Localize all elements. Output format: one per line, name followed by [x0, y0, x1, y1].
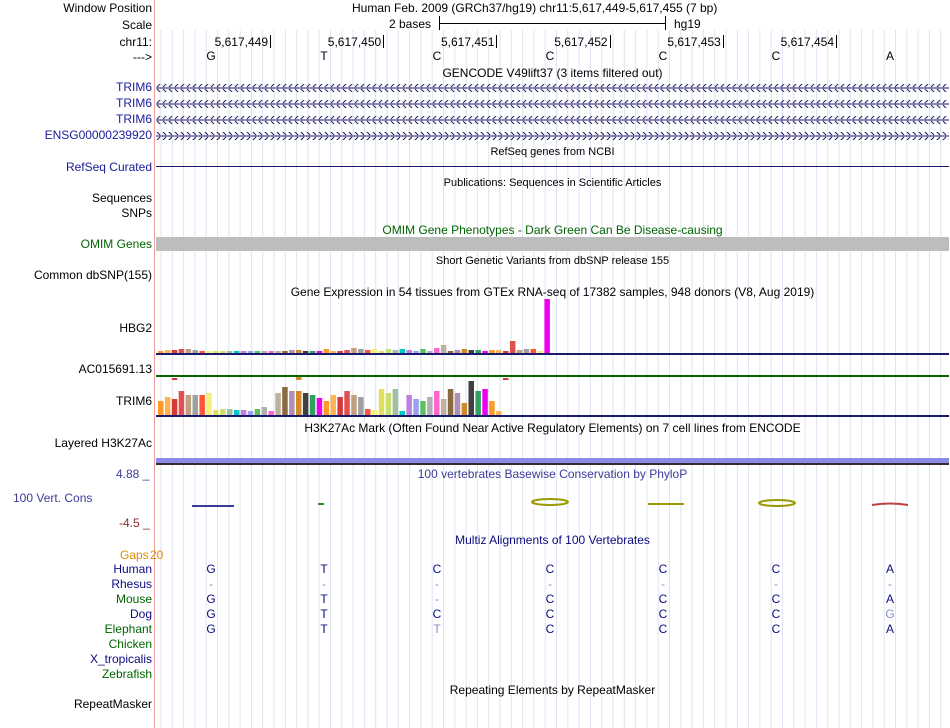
- cons-min-label: -4.5 _: [119, 516, 150, 530]
- gtex-baseline-ac015691: [156, 375, 949, 377]
- multiz-aligned-base: C: [771, 607, 781, 621]
- gtex-tissue-bar[interactable]: [434, 391, 440, 415]
- multiz-aligned-base: C: [771, 592, 781, 606]
- omim-title: OMIM Gene Phenotypes - Dark Green Can Be Disease-causing: [382, 223, 723, 237]
- left-margin-line: [154, 0, 155, 728]
- publications-sequences-label: Sequences: [91, 191, 152, 205]
- position-tick: [723, 35, 724, 48]
- gtex-tissue-bar[interactable]: [358, 397, 364, 415]
- publications-snps-label: SNPs: [121, 206, 152, 220]
- scale-bar-tick-left: [439, 16, 440, 30]
- multiz-aligned-base: T: [320, 562, 328, 576]
- gtex-tissue-bar[interactable]: [406, 395, 412, 415]
- reference-base: T: [320, 49, 328, 63]
- multiz-aligned-base: G: [206, 562, 216, 576]
- refseq-label[interactable]: RefSeq Curated: [65, 160, 152, 174]
- scale-bar-tick-right: [665, 16, 666, 30]
- multiz-aligned-base: C: [658, 562, 668, 576]
- multiz-aligned-base: -: [209, 577, 213, 591]
- gtex-tissue-bar[interactable]: [275, 393, 281, 415]
- gtex-tissue-bar[interactable]: [489, 401, 495, 415]
- gtex-tissue-bar[interactable]: [158, 401, 164, 415]
- gtex-gene-ac015691[interactable]: AC015691.13: [78, 362, 152, 376]
- gtex-tissue-bar[interactable]: [482, 389, 488, 415]
- gtex-baseline-trim6: [156, 415, 949, 417]
- gencode-item-ensg[interactable]: ENSG00000239920: [44, 128, 152, 142]
- gtex-tissue-bar[interactable]: [337, 397, 343, 415]
- gtex-tissue-bar[interactable]: [475, 391, 481, 415]
- gtex-baseline-hbg2: [156, 353, 949, 355]
- repeatmasker-title: Repeating Elements by RepeatMasker: [449, 683, 656, 697]
- multiz-species-label[interactable]: Elephant: [104, 622, 152, 636]
- gtex-tissue-bar[interactable]: [179, 391, 185, 415]
- reference-base: C: [432, 49, 442, 63]
- gencode-gene-arrows[interactable]: [156, 80, 949, 142]
- window-position-label: Window Position: [63, 1, 152, 15]
- gtex-tissue-bar[interactable]: [310, 395, 316, 415]
- position-label: 5,617,450: [327, 35, 382, 49]
- chrom-label: chr11:: [119, 35, 152, 49]
- multiz-aligned-base: C: [771, 562, 781, 576]
- h3k27ac-label: Layered H3K27Ac: [54, 436, 152, 450]
- cons-title: 100 vertebrates Basewise Conservation by PhyloP: [417, 467, 688, 481]
- position-label: 5,617,451: [441, 35, 495, 49]
- gtex-tissue-bar[interactable]: [317, 398, 323, 415]
- gtex-tissue-bar[interactable]: [324, 401, 330, 415]
- multiz-species-label[interactable]: Dog: [129, 607, 152, 621]
- h3k27ac-baseline: [156, 463, 949, 465]
- position-label: 5,617,453: [667, 35, 721, 49]
- scale-bar-left-text: 2 bases: [389, 17, 432, 31]
- multiz-aligned-base: C: [658, 607, 668, 621]
- multiz-aligned-base: T: [320, 607, 328, 621]
- multiz-species-label[interactable]: Chicken: [108, 637, 152, 651]
- publications-title: Publications: Sequences in Scientific Articles: [443, 177, 662, 189]
- gtex-tissue-bar[interactable]: [427, 397, 433, 415]
- multiz-title: Multiz Alignments of 100 Vertebrates: [455, 533, 650, 547]
- reference-base: G: [206, 49, 216, 63]
- omim-feature-bar[interactable]: [156, 237, 949, 251]
- cons-max-label: 4.88 _: [116, 467, 150, 481]
- gtex-tissue-bar[interactable]: [393, 389, 399, 415]
- gtex-tissue-bar[interactable]: [441, 345, 447, 353]
- position-tick: [496, 35, 497, 48]
- multiz-aligned-base: C: [545, 622, 555, 636]
- gtex-tissue-bar[interactable]: [351, 395, 357, 415]
- multiz-aligned-base: C: [432, 607, 442, 621]
- multiz-aligned-base: C: [432, 562, 442, 576]
- h3k27ac-title: H3K27Ac Mark (Often Found Near Active Regulatory Elements) on 7 cell lines from ENCODE: [304, 421, 801, 435]
- gtex-tissue-bar[interactable]: [386, 393, 392, 415]
- multiz-aligned-base: G: [885, 607, 895, 621]
- gtex-gene-hbg2[interactable]: HBG2: [119, 321, 152, 335]
- multiz-aligned-base: C: [658, 622, 668, 636]
- gtex-gene-trim6[interactable]: TRIM6: [116, 394, 152, 408]
- multiz-aligned-base: T: [320, 622, 328, 636]
- multiz-aligned-base: -: [322, 577, 326, 591]
- position-label: 5,617,449: [214, 35, 268, 49]
- dbsnp-title: Short Genetic Variants from dbSNP release 155: [435, 255, 670, 267]
- gtex-tissue-bar[interactable]: [455, 393, 461, 415]
- multiz-aligned-base: C: [771, 622, 781, 636]
- multiz-aligned-base: G: [206, 607, 216, 621]
- gtex-tissue-bar[interactable]: [165, 397, 171, 415]
- gtex-tissue-bar[interactable]: [510, 341, 516, 353]
- gtex-tissue-bar[interactable]: [289, 391, 295, 415]
- position-label: 5,617,454: [780, 35, 834, 49]
- multiz-aligned-base: -: [548, 577, 552, 591]
- multiz-aligned-base: A: [885, 592, 894, 606]
- gtex-title: Gene Expression in 54 tissues from GTEx RNA-seq of 17382 samples, 948 donors (V8, Aug 2019): [290, 285, 815, 299]
- reference-base: C: [545, 49, 555, 63]
- refseq-gene-line[interactable]: [156, 166, 949, 167]
- multiz-aligned-base: -: [774, 577, 778, 591]
- multiz-species-label[interactable]: Mouse: [115, 592, 152, 606]
- multiz-aligned-base: -: [435, 577, 439, 591]
- position-tick: [610, 35, 611, 48]
- multiz-aligned-base: A: [885, 622, 894, 636]
- multiz-aligned-base: -: [888, 577, 892, 591]
- multiz-species-label[interactable]: Rhesus: [111, 577, 152, 591]
- window-position-value: Human Feb. 2009 (GRCh37/hg19) chr11:5,617,449-5,617,455 (7 bp): [352, 1, 718, 15]
- gtex-tissue-bar[interactable]: [199, 395, 205, 415]
- multiz-aligned-base: T: [320, 592, 328, 606]
- gtex-tissue-bar[interactable]: [379, 389, 385, 415]
- gencode-title: GENCODE V49lift37 (3 items filtered out): [442, 66, 663, 80]
- cons-label[interactable]: 100 Vert. Cons: [13, 491, 93, 505]
- multiz-aligned-base: -: [661, 577, 665, 591]
- gtex-tissue-bar[interactable]: [469, 381, 475, 415]
- gtex-tissue-bar[interactable]: [448, 389, 454, 415]
- gtex-tissue-bar[interactable]: [206, 393, 212, 415]
- gtex-bars-hbg2[interactable]: [156, 299, 556, 356]
- gtex-tissue-bar[interactable]: [462, 403, 468, 415]
- omim-label[interactable]: OMIM Genes: [80, 237, 152, 251]
- strand-label: --->: [133, 50, 152, 64]
- gtex-bars-trim6[interactable]: [156, 380, 556, 418]
- multiz-species-label[interactable]: Zebrafish: [101, 667, 152, 681]
- gtex-tissue-bar[interactable]: [186, 395, 192, 415]
- multiz-aligned-base: G: [206, 592, 216, 606]
- position-tick: [270, 35, 271, 48]
- position-tick: [383, 35, 384, 48]
- scale-bar: [439, 23, 665, 24]
- gtex-tissue-bar[interactable]: [282, 387, 288, 415]
- multiz-gaps-label: Gaps: [120, 548, 149, 562]
- position-tick: [836, 35, 837, 48]
- multiz-species-label[interactable]: X_tropicalis: [89, 652, 152, 666]
- gtex-tissue-bar[interactable]: [420, 401, 426, 415]
- gencode-item-trim6-2[interactable]: TRIM6: [116, 96, 152, 110]
- cons-wiggle[interactable]: [156, 492, 949, 516]
- multiz-aligned-base: C: [545, 592, 555, 606]
- gtex-tissue-bar[interactable]: [172, 399, 178, 415]
- multiz-aligned-base: C: [545, 607, 555, 621]
- reference-base: C: [658, 49, 668, 63]
- multiz-species-label[interactable]: Human: [113, 562, 152, 576]
- position-label: 5,617,452: [554, 35, 608, 49]
- gtex-tissue-bar[interactable]: [441, 399, 447, 415]
- gtex-tissue-bar[interactable]: [413, 399, 419, 415]
- repeatmasker-label: RepeatMasker: [73, 697, 152, 711]
- multiz-aligned-base: C: [545, 562, 555, 576]
- gtex-tissue-bar[interactable]: [303, 393, 309, 415]
- gencode-item-trim6-3[interactable]: TRIM6: [116, 112, 152, 126]
- multiz-aligned-base: -: [435, 592, 439, 606]
- scale-label: Scale: [121, 18, 152, 32]
- gtex-tissue-bar[interactable]: [344, 391, 350, 415]
- multiz-gaps-value: 20: [150, 548, 164, 562]
- gtex-tissue-bar[interactable]: [544, 299, 550, 353]
- gtex-tissue-bar[interactable]: [331, 395, 337, 415]
- multiz-aligned-base: T: [433, 622, 441, 636]
- gtex-tissue-bar[interactable]: [193, 395, 199, 415]
- scale-bar-right-text: hg19: [674, 17, 701, 31]
- gencode-item-trim6-1[interactable]: TRIM6: [116, 80, 152, 94]
- reference-base: A: [885, 49, 894, 63]
- refseq-title: RefSeq genes from NCBI: [490, 146, 615, 158]
- gtex-tissue-bar[interactable]: [296, 391, 302, 415]
- multiz-aligned-base: C: [658, 592, 668, 606]
- reference-base: C: [771, 49, 781, 63]
- multiz-aligned-base: A: [885, 562, 894, 576]
- dbsnp-label: Common dbSNP(155): [33, 268, 152, 282]
- gtex-tissue-bar[interactable]: [262, 407, 268, 415]
- multiz-aligned-base: G: [206, 622, 216, 636]
